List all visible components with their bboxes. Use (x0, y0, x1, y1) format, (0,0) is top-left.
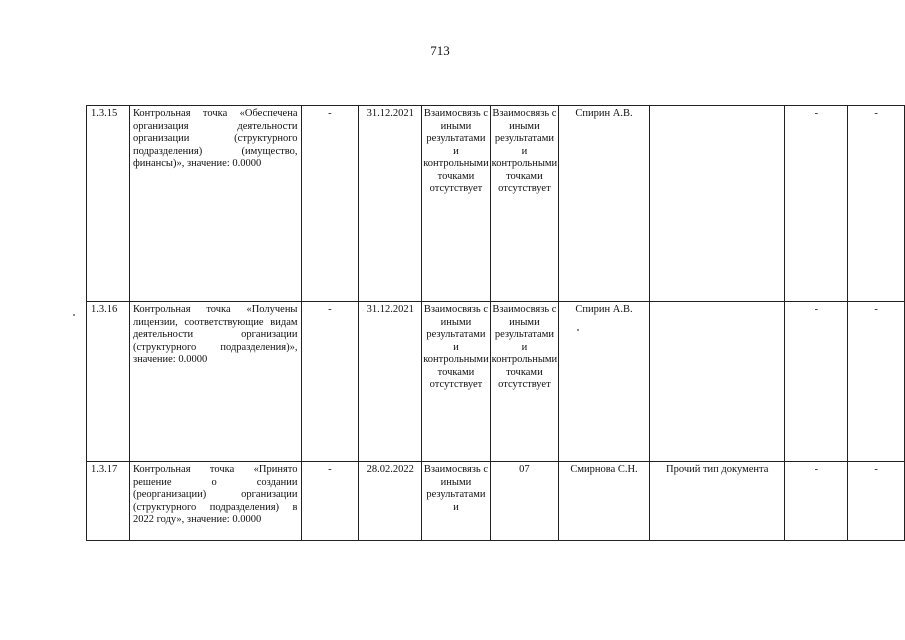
page-number: 713 (430, 43, 450, 58)
cell-relation-1: Взаимосвязь с иными результатами и контрольными точками отсутствует (422, 302, 490, 462)
table-row (87, 462, 905, 541)
cell-relation-2: Взаимосвязь с иными результатами и контрольными точками отсутствует (490, 106, 558, 302)
cell-name: Контрольная точка «Получены лицензии, соответствующие видам деятельности организации (структурного подразделения)», значение: 0.0000 (129, 302, 301, 462)
cell-id: 1.3.17 (87, 462, 130, 541)
cell-extra-1: - (785, 106, 848, 302)
cell-name: Контрольная точка «Принято решение о создании (реорганизации) организации (структурного подразделения) в 2022 году», значение: 0.0000 (129, 462, 301, 541)
cell-relation-2: 07 (490, 462, 558, 541)
table-row (87, 106, 905, 302)
cell-date: 31.12.2021 (359, 302, 422, 462)
cell-col3: - (301, 462, 359, 541)
scan-speck (577, 329, 579, 331)
cell-extra-1: - (785, 302, 848, 462)
cell-responsible: Спирин А.В. (559, 302, 650, 462)
table-row (87, 302, 905, 462)
cell-document (649, 106, 785, 302)
cell-extra-2: - (848, 106, 905, 302)
cell-document (649, 302, 785, 462)
cell-relation-2: Взаимосвязь с иными результатами и контрольными точками отсутствует (490, 302, 558, 462)
cell-document: Прочий тип документа (649, 462, 785, 541)
cell-col3: - (301, 302, 359, 462)
cell-id: 1.3.15 (87, 106, 130, 302)
cell-date: 31.12.2021 (359, 106, 422, 302)
cell-extra-2: - (848, 302, 905, 462)
cell-extra-2: - (848, 462, 905, 541)
cell-extra-1: - (785, 462, 848, 541)
cell-col3: - (301, 106, 359, 302)
cell-name: Контрольная точка «Обеспечена организация деятельности организации (структурного подразделения) (имущество, финансы)», значение: 0.0000 (129, 106, 301, 302)
cell-responsible: Смирнова С.Н. (559, 462, 650, 541)
cell-id: 1.3.16 (87, 302, 130, 462)
cell-responsible: Спирин А.В. (559, 106, 650, 302)
cell-relation-1: Взаимосвязь с иными результатами и контрольными точками отсутствует (422, 106, 490, 302)
cell-date: 28.02.2022 (359, 462, 422, 541)
scan-speck (73, 314, 75, 316)
control-points-table (86, 105, 905, 541)
cell-relation-1: Взаимосвязь с иными результатами и (422, 462, 490, 541)
